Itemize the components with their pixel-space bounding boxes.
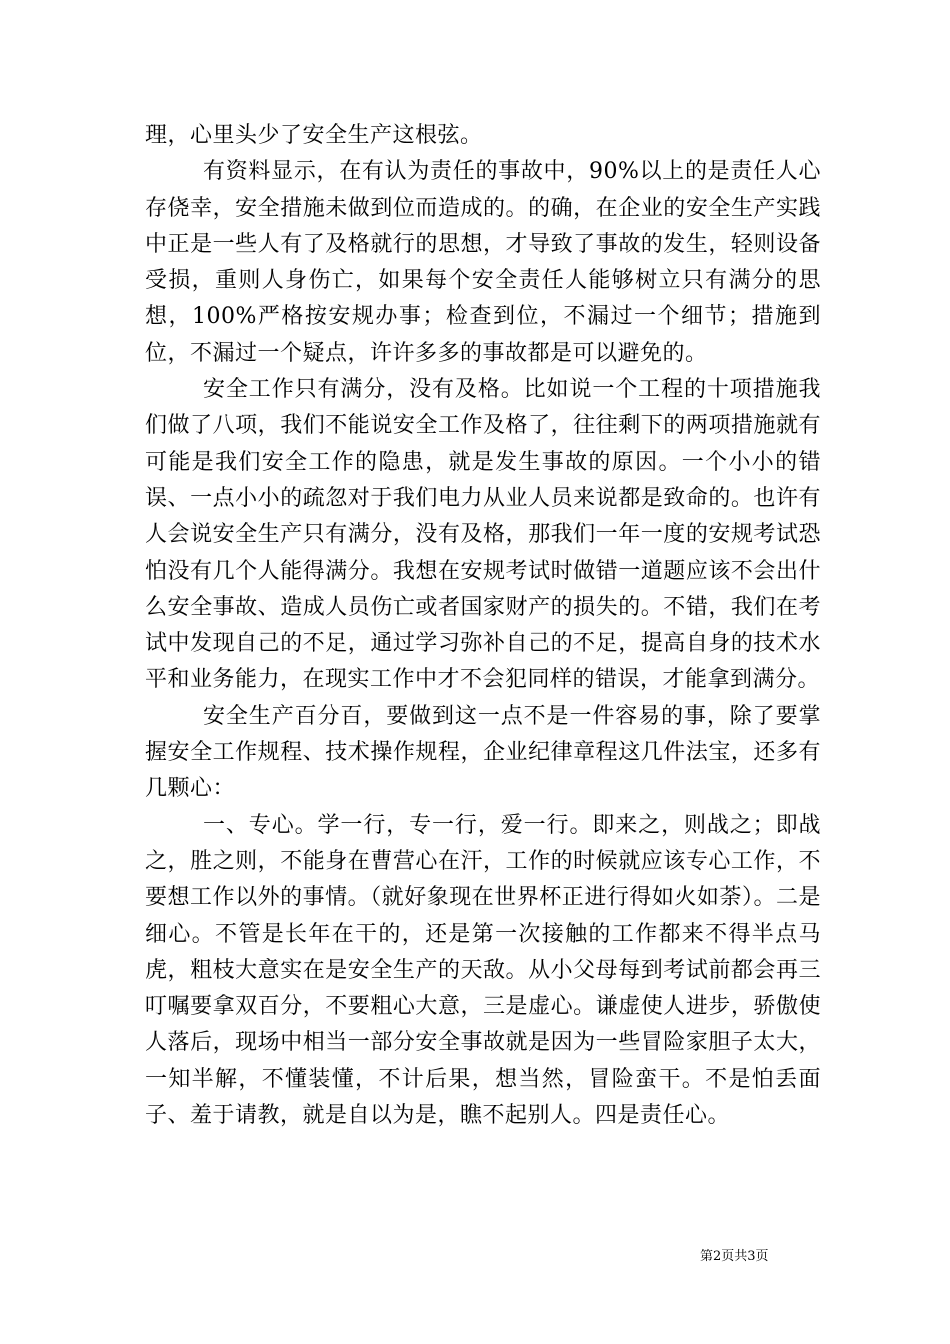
paragraph-2: 有资料显示，在有认为责任的事故中，90%以上的是责任人心存侥幸，安全措施未做到位而造成的。的确，在企业的安全生产实践中正是一些人有了及格就行的思想，才导致了事故的发生，轻则设备受损，重则人身伤亡，如果每个安全责任人能够树立只有满分的思想，100%严格按安规办事；检查到位，不漏过一个细节；措施到位，不漏过一个疑点，许许多多的事故都是可以避免的。 — [145, 159, 821, 366]
page-number-footer: 第2页共3页 — [700, 1249, 769, 1264]
paragraph-5: 一、专心。学一行，专一行，爱一行。即来之，则战之；即战之，胜之则，不能身在曹营心在汗，工作的时候就应该专心工作，不要想工作以外的事情。（就好象现在世界杯正进行得如火如荼）。二是细心。不管是长年在干的，还是第一次接触的工作都来不得半点马虎，粗枝大意实在是安全生产的天敌。从小父母每到考试前都会再三叮嘱要拿双百分，不要粗心大意，三是虚心。谦虚使人进步，骄傲使人落后，现场中相当一部分安全事故就是因为一些冒险家胆子太大，一知半解，不懂装懂，不计后果，想当然，冒险蛮干。不是怕丢面子、羞于请教，就是自以为是，瞧不起别人。四是责任心。 — [145, 812, 821, 1129]
document-body — [145, 118, 821, 1134]
paragraph-3: 安全工作只有满分，没有及格。比如说一个工程的十项措施我们做了八项，我们不能说安全工作及格了，往往剩下的两项措施就有可能是我们安全工作的隐患，就是发生事故的原因。一个小小的错误、一点小小的疏忽对于我们电力从业人员来说都是致命的。也许有人会说安全生产只有满分，没有及格，那我们一年一度的安规考试恐怕没有几个人能得满分。我想在安规考试时做错一道题应该不会出什么安全事故、造成人员伤亡或者国家财产的损失的。不错，我们在考试中发现自己的不足，通过学习弥补自己的不足，提高自身的技术水平和业务能力，在现实工作中才不会犯同样的错误，才能拿到满分。 — [145, 377, 821, 693]
paragraph-1: 理，心里头少了安全生产这根弦。 — [145, 123, 483, 148]
paragraph-4: 安全生产百分百，要做到这一点不是一件容易的事，除了要掌握安全工作规程、技术操作规程，企业纪律章程这几件法宝，还多有几颗心： — [145, 703, 821, 802]
